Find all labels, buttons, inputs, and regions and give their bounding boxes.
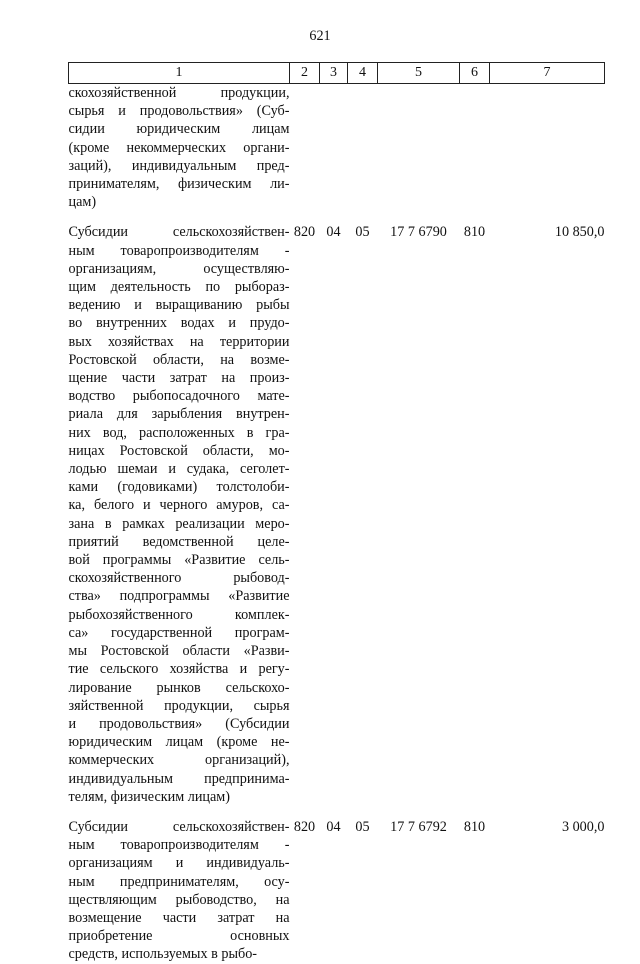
description-line: скохозяйственного рыбовод- (68, 570, 290, 587)
description-line: вой программы «Развитие сель- (68, 552, 290, 569)
expense-type-code: 810 (463, 818, 486, 835)
table-row (69, 84, 605, 212)
subsection-code (348, 84, 378, 212)
description-line: Ростовской области, на возме- (68, 351, 290, 368)
amount: 3 000,0 (561, 818, 605, 835)
description-line: ками (годовиками) толстолоби- (68, 479, 290, 496)
table-row (69, 806, 605, 964)
amount (490, 84, 605, 212)
description-line: риала для зарыбления внутрен- (68, 406, 290, 423)
target-article-code: 17 7 6792 (390, 818, 447, 835)
description-line: организациям и индивидуаль- (68, 855, 290, 872)
budget-table (68, 62, 605, 964)
description-line: ка, белого и черного амуров, са- (68, 497, 290, 514)
row-description (69, 84, 290, 212)
description-line: ницах Ростовской области, мо- (68, 442, 290, 459)
description-line: Субсидии сельскохозяйствен- (68, 818, 290, 835)
description-line: ным товаропроизводителям - (68, 242, 290, 259)
expense-type-code: 810 (463, 224, 486, 241)
description-line: индивидуальным предпринима- (68, 770, 290, 787)
description-line: ществляющим рыбоводство, на (68, 891, 290, 908)
description-line: средств, используемых в рыбо- (68, 946, 258, 963)
description-line: приобретение основных (68, 928, 290, 945)
description-line: скохозяйственной продукции, (68, 85, 290, 101)
description-line: лодью шемаи и судака, сеголет- (68, 461, 290, 478)
description-line: цам) (68, 194, 97, 211)
description-line: сырья и продовольствия» (Суб- (68, 103, 290, 120)
description-line: водство рыбопосадочного мате- (68, 388, 290, 405)
column-header-7: 7 (490, 63, 605, 84)
description-line: ведению и выращиванию рыбы (68, 297, 290, 314)
column-header-3: 3 (320, 63, 348, 84)
description-line: сидии юридическим лицам (68, 121, 290, 138)
target-article-code: 17 7 6790 (390, 224, 447, 241)
description-line: принимателям, физическим ли- (68, 176, 290, 193)
column-header-row (69, 63, 605, 84)
expense-type-code (460, 84, 490, 212)
description-line: приятий ведомственной целе- (68, 533, 290, 550)
column-header-2: 2 (290, 63, 320, 84)
description-line: телям, физическим лицам) (68, 788, 231, 805)
target-article-code (378, 84, 460, 212)
description-line: ным товаропроизводителям - (68, 837, 290, 854)
description-line: зяйственной продукции, сырья (68, 697, 290, 714)
admin-code: 820 (293, 224, 316, 241)
row-description (69, 806, 290, 964)
description-line: ства» подпрограммы «Развитие (68, 588, 290, 605)
row-description (69, 211, 290, 806)
description-line: щим деятельность по рыбораз- (68, 279, 290, 296)
section-code: 04 (326, 818, 341, 835)
column-header-4: 4 (348, 63, 378, 84)
subsection-code: 05 (355, 224, 370, 241)
page-number: 621 (309, 28, 331, 44)
description-line: ным предпринимателям, осу- (68, 873, 290, 890)
amount: 10 850,0 (554, 224, 605, 241)
description-line: щение части затрат на произ- (68, 370, 290, 387)
description-line: са» государственной програм- (68, 624, 290, 641)
description-line: вых хозяйствах на территории (68, 333, 290, 350)
section-code (320, 84, 348, 212)
description-line: зана в рамках реализации меро- (68, 515, 290, 532)
section-code: 04 (326, 224, 341, 241)
table-row (69, 211, 605, 806)
column-header-1: 1 (69, 63, 290, 84)
admin-code: 820 (293, 818, 316, 835)
admin-code (290, 84, 320, 212)
description-line: коммерческих организаций), (68, 752, 290, 769)
description-line: во внутренних водах и прудо- (68, 315, 290, 332)
column-header-5: 5 (378, 63, 460, 84)
description-line: юридическим лицам (кроме не- (68, 734, 290, 751)
description-line: организациям, осуществляю- (68, 260, 290, 277)
description-line: лирование рынков сельскохо- (68, 679, 290, 696)
description-line: и продовольствия» (Субсидии (68, 715, 290, 732)
description-line: заций), индивидуальным пред- (68, 157, 290, 174)
subsection-code: 05 (355, 818, 370, 835)
description-line: них вод, расположенных в гра- (68, 424, 290, 441)
description-line: (кроме некоммерческих органи- (68, 139, 290, 156)
column-header-6: 6 (460, 63, 490, 84)
description-line: возмещение части затрат на (68, 909, 290, 926)
description-line: рыбохозяйственного комплек- (68, 606, 290, 623)
description-line: тие сельского хозяйства и регу- (68, 661, 290, 678)
description-line: Субсидии сельскохозяйствен- (68, 224, 290, 241)
description-line: мы Ростовской области «Разви- (68, 643, 290, 660)
